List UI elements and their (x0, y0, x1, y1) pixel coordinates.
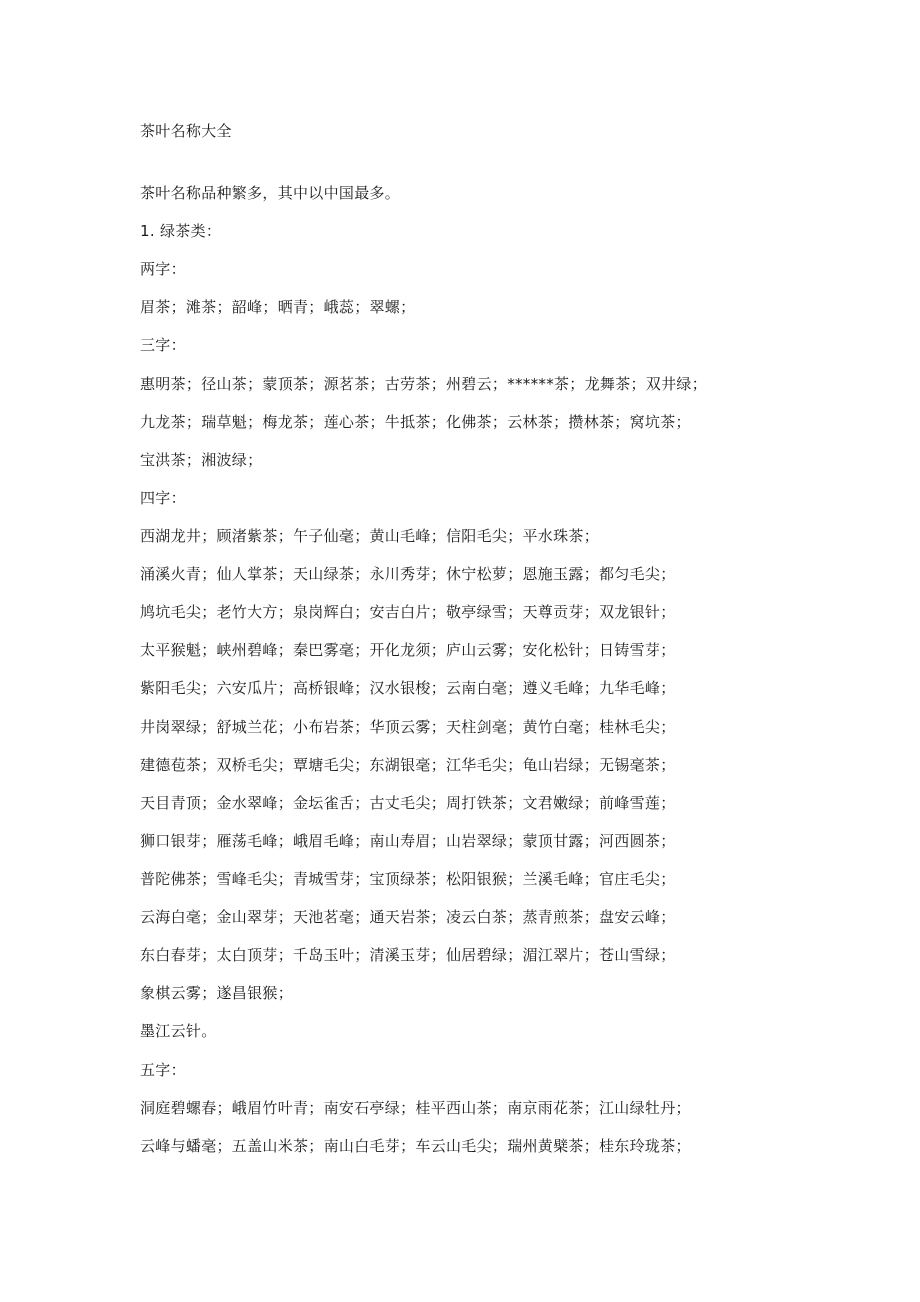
tea-list-line: 宝洪茶；湘波绿； (140, 451, 263, 469)
tea-list-line: 眉茶；滩茶；韶峰；晒青；峨蕊；翠螺； (140, 298, 416, 316)
category-heading-two-char: 两字： (140, 260, 186, 278)
tea-list-line: 涌溪火青；仙人掌茶；天山绿茶；永川秀芽；休宁松萝；恩施玉露；都匀毛尖； (140, 565, 676, 583)
tea-list-line: 狮口银芽；雁荡毛峰；峨眉毛峰；南山寿眉；山岩翠绿；蒙顶甘露；河西圆茶； (140, 832, 676, 850)
tea-list-line: 九龙茶；瑞草魁；梅龙茶；莲心茶；牛抵茶；化佛茶；云林茶；攒林茶；窝坑茶； (140, 413, 691, 431)
tea-list-line: 惠明茶；径山茶；蒙顶茶；源茗茶；古劳茶；州碧云；******茶；龙舞茶；双井绿； (140, 375, 708, 393)
tea-list-line: 象棋云雾；遂昌银猴； (140, 984, 294, 1002)
tea-list-line: 东白春芽；太白顶芽；千岛玉叶；清溪玉芽；仙居碧绿；湄江翠片；苍山雪绿； (140, 946, 676, 964)
tea-list-line: 云峰与蟠毫；五盖山米茶；南山白毛芽；车云山毛尖；瑞州黄檗茶；桂东玲珑茶； (140, 1137, 691, 1155)
tea-list-line: 云海白毫；金山翠芽；天池茗毫；通天岩茶；凌云白茶；蒸青煎茶；盘安云峰； (140, 908, 676, 926)
tea-list-line: 西湖龙井；顾渚紫茶；午子仙毫；黄山毛峰；信阳毛尖；平水珠茶； (140, 527, 600, 545)
tea-list-line: 井岗翠绿；舒城兰花；小布岩茶；华顶云雾；天柱剑毫；黄竹白毫；桂林毛尖； (140, 718, 676, 736)
tea-list-line: 普陀佛茶；雪峰毛尖；青城雪芽；宝顶绿茶；松阳银猴；兰溪毛峰；官庄毛尖； (140, 870, 676, 888)
category-heading-three-char: 三字： (140, 336, 186, 354)
category-heading-five-char: 五字： (140, 1061, 186, 1079)
category-heading-four-char: 四字： (140, 489, 186, 507)
tea-list-line: 天目青顶；金水翠峰；金坛雀舌；古丈毛尖；周打铁茶；文君嫩绿；前峰雪莲； (140, 794, 676, 812)
tea-list-line: 紫阳毛尖；六安瓜片；高桥银峰；汉水银梭；云南白毫；遵义毛峰；九华毛峰； (140, 679, 676, 697)
tea-list-line: 鸠坑毛尖；老竹大方；泉岗辉白；安吉白片；敬亭绿雪；天尊贡芽；双龙银针； (140, 603, 676, 621)
tea-list-line: 墨江云针。 (140, 1022, 217, 1040)
document-title: 茶叶名称大全 (140, 122, 232, 140)
tea-list-line: 太平猴魁；峡州碧峰；秦巴雾毫；开化龙须；庐山云雾；安化松针；日铸雪芽； (140, 641, 676, 659)
section-heading: 1. 绿茶类： (140, 222, 222, 240)
tea-list-line: 建德苞茶；双桥毛尖；覃塘毛尖；东湖银毫；江华毛尖；龟山岩绿；无锡毫茶； (140, 756, 676, 774)
intro-paragraph: 茶叶名称品种繁多，其中以中国最多。 (140, 184, 401, 202)
tea-list-line: 洞庭碧螺春；峨眉竹叶青；南安石亭绿；桂平西山茶；南京雨花茶；江山绿牡丹； (140, 1099, 691, 1117)
